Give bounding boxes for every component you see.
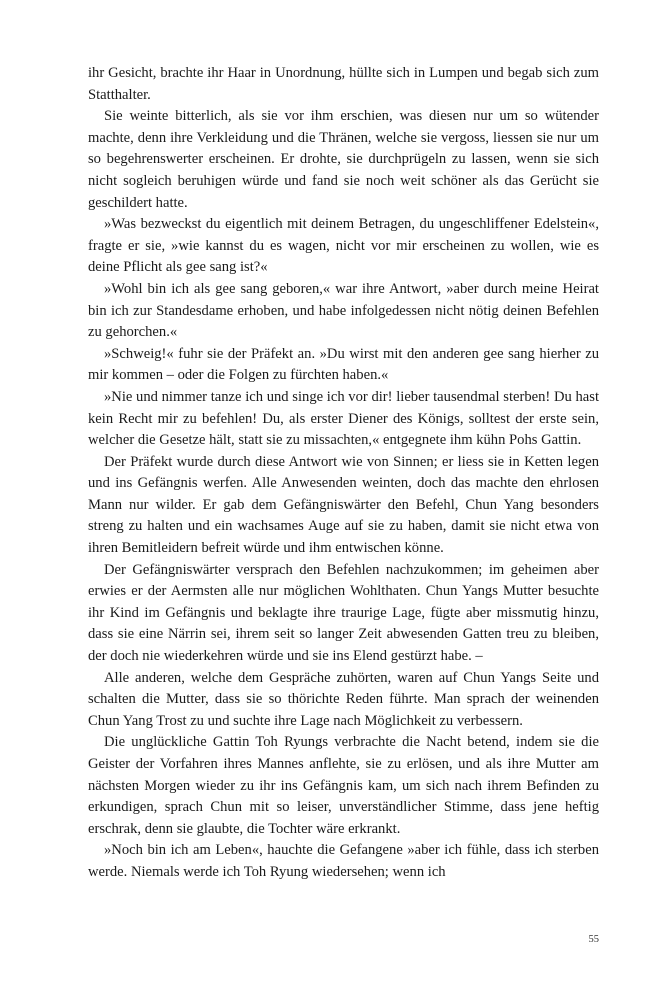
paragraph: Alle anderen, welche dem Gespräche zuhörten, waren auf Chun Yangs Seite und schalten die Mutter, dass sie so thörichte Reden führte. Man sprach der weinenden Chun Yang Trost zu und suchte ihre Lage nach Möglichkeit zu verbessern. [88,669,599,729]
paragraph: »Was bezweckst du eigentlich mit deinem Betragen, du ungeschliffener Edelstein«, fragte er sie, »wie kannst du es wagen, nicht vor mir erscheinen zu wollen, wie es deine Pflicht als gee sang ist?« [88,216,599,276]
book-page [88,63,599,884]
paragraph: »Nie und nimmer tanze ich und singe ich vor dir! lieber tausendmal sterben! Du hast kein Recht mir zu befehlen! Du, als erster Diener des Königs, solltest der erste sein, welcher die Gesetze hält, statt sie zu missachten,« entgegnete ihm kühn Pohs Gattin. [88,388,599,449]
paragraph: ihr Gesicht, brachte ihr Haar in Unordnung, hüllte sich in Lumpen und begab sich zum Statthalter. [88,65,599,103]
paragraph: »Noch bin ich am Leben«, hauchte die Gefangene »aber ich fühle, dass ich sterben werde. Niemals werde ich Toh Ryung wiedersehen; wenn ich [88,842,599,880]
paragraph: Der Gefängniswärter versprach den Befehlen nachzukommen; im geheimen aber erwies er der Aermsten alle nur möglichen Wohlthaten. Chun Yangs Mutter besuchte ihr Kind im Gefängnis und beklagte ihre traurige Lage, fügte aber missmutig hinzu, dass sie eine Närrin sei, ihrem seit so langer Zeit abwesenden Gatten treu zu bleiben, der doch nie wiederkehren würde und sie ins Elend gestürzt habe. – [88,561,599,665]
paragraph: Die unglückliche Gattin Toh Ryungs verbrachte die Nacht betend, indem sie die Geister der Vorfahren ihres Mannes anflehte, sie zu erlösen, und als ihre Mutter am nächsten Morgen wieder zu ihr ins Gefängnis kam, um sich nach ihrem Befinden zu erkundigen, sprach Chun mit so leiser, unverständlicher Stimme, dass jene heftig erschrak, denn sie glaubte, die Tochter wäre erkrankt. [88,734,599,837]
paragraph: Sie weinte bitterlich, als sie vor ihm erschien, was diesen nur um so wütender machte, denn ihre Verkleidung und die Thränen, welche sie vergoss, liessen sie nur um so begehrenswerter erscheinen. Er drohte, sie durchprügeln zu lassen, wenn sie sich nicht sogleich beruhigen würde und fand sie noch weit schöner als das Gerücht sie geschildert hatte. [88,108,599,211]
paragraph: Der Präfekt wurde durch diese Antwort wie von Sinnen; er liess sie in Ketten legen und ins Gefängnis werfen. Alle Anwesenden weinten, doch das machte den ehrlosen Mann nur wilder. Er gab dem Gefängniswärter den Befehl, Chun Yang besonders streng zu halten und ein wachsames Auge auf sie zu haben, damit sie nicht etwa von ihren Bemitleidern befreit würde und ihm entwischen könne. [88,453,599,557]
page-number: 55 [588,934,599,945]
paragraph: »Schweig!« fuhr sie der Präfekt an. »Du wirst mit den anderen gee sang hierher zu mir kommen – oder die Folgen zu fürchten haben.« [88,345,599,384]
paragraph: »Wohl bin ich als gee sang geboren,« war ihre Antwort, »aber durch meine Heirat bin ich zur Standesdame erhoben, und habe infolgedessen nicht nötig deinen Befehlen zu gehorchen.« [88,280,599,341]
